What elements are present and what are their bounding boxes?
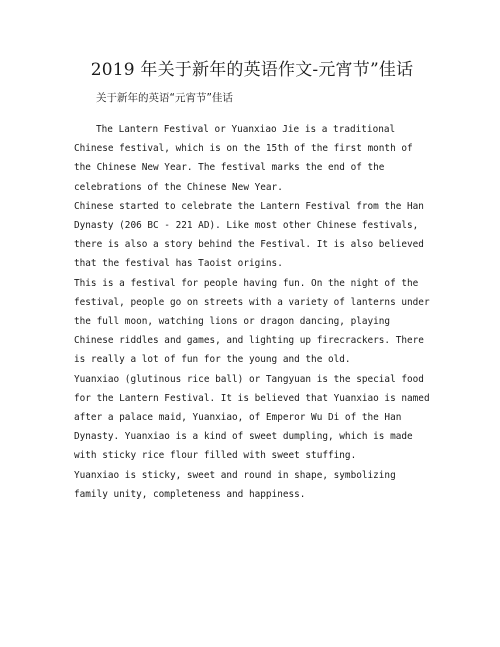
paragraph: Chinese started to celebrate the Lantern Festival from the Han Dynasty (206 BC - 221 AD). Like most other Chinese festivals, there is also a story behind the Festival. It is also believed that the festival has Taoist origins. — [74, 200, 424, 270]
paragraph: Yuanxiao is sticky, sweet and round in shape, symbolizing family unity, completeness and happiness. — [74, 469, 396, 500]
document-subtitle: 关于新年的英语“元宵节”佳话 — [96, 92, 233, 104]
document-body — [74, 120, 430, 504]
paragraph: This is a festival for people having fun. On the night of the festival, people go on streets with a variety of lanterns under the full moon, watching lions or dragon dancing, playing Chinese riddles and games, and lighting up firecrackers. There is really a lot of fun for the young and the old. — [74, 277, 430, 366]
paragraph: Yuanxiao (glutinous rice ball) or Tangyuan is the special food for the Lantern Festival. It is believed that Yuanxiao is named after a palace maid, Yuanxiao, of Emperor Wu Di of the Han Dynasty. Yuanxiao is a kind of sweet dumpling, which is made with sticky rice flour filled with sweet stuffing. — [74, 373, 430, 462]
paragraph: The Lantern Festival or Yuanxiao Jie is a traditional Chinese festival, which is on the 15th of the first month of the Chinese New Year. The festival marks the end of the celebrations of the Chinese New Year. — [74, 124, 413, 193]
document-title: 2019 年关于新年的英语作文-元宵节”佳话 — [90, 60, 414, 80]
